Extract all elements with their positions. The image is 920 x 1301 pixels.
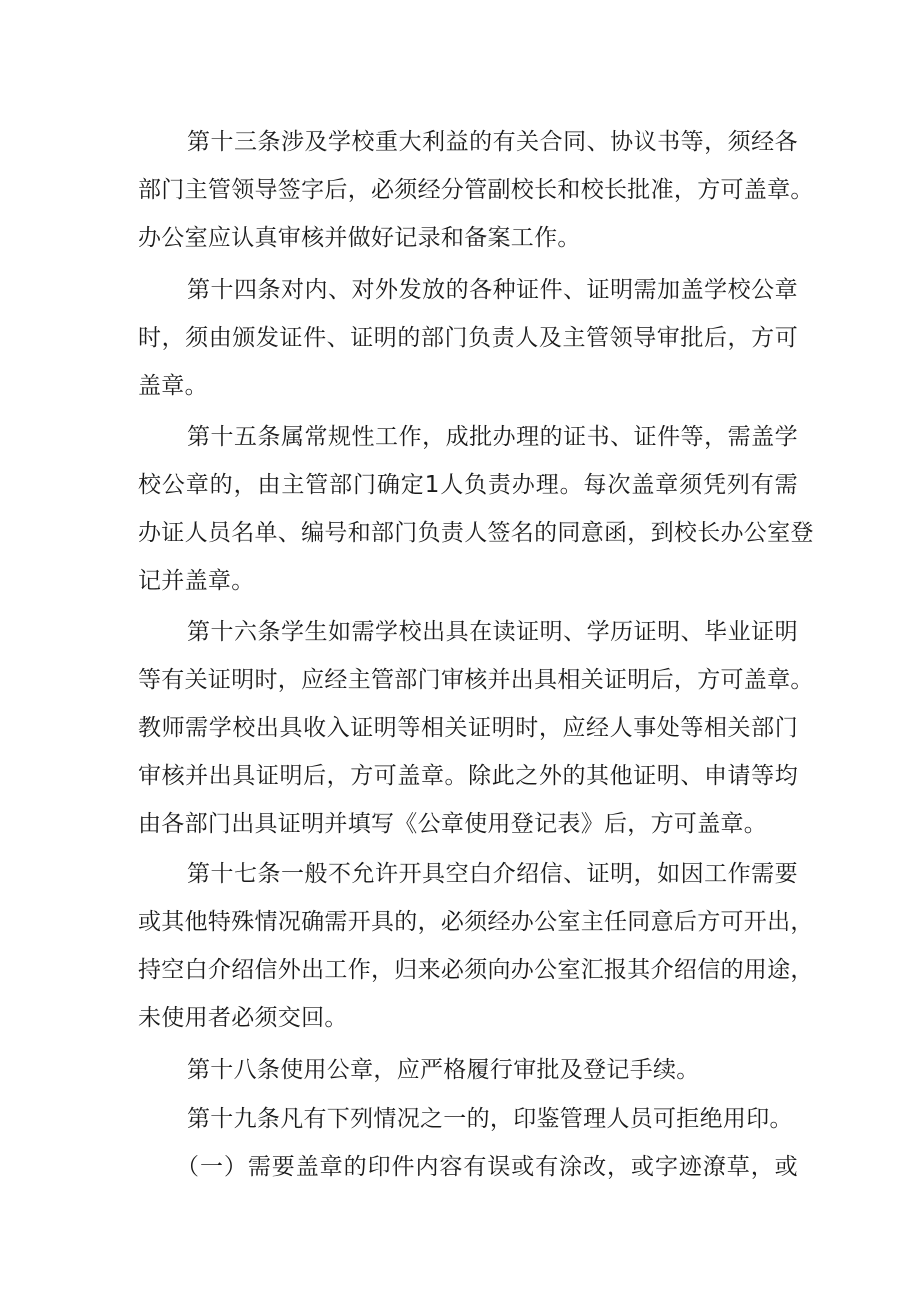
article-14-line-3: 盖章。 — [138, 373, 208, 399]
article-17-line-2: 或其他特殊情况确需开具的，必须经办公室主任同意后方可开出， — [138, 909, 814, 935]
article-14-line-2: 时，须由颁发证件、证明的部门负责人及主管领导审批后，方可 — [138, 325, 798, 351]
article-15-line-2: 校公章的，由主管部门确定1人负责办理。每次盖章须凭列有需 — [138, 472, 798, 498]
article-17-line-4: 未使用者必须交回。 — [138, 1005, 348, 1031]
article-15-line-3: 办证人员名单、编号和部门负责人签名的同意函，到校长办公室登 — [138, 520, 814, 546]
item-1-line-1: （一）需要盖章的印件内容有误或有涂改，或字迹潦草，或 — [176, 1154, 798, 1180]
article-17-line-1: 第十七条一般不允许开具空白介绍信、证明，如因工作需要 — [187, 861, 798, 887]
article-17-line-3: 持空白介绍信外出工作，归来必须向办公室汇报其介绍信的用途， — [138, 957, 814, 983]
article-13-line-1: 第十三条涉及学校重大利益的有关合同、协议书等，须经各 — [187, 129, 798, 155]
article-13-line-2: 部门主管领导签字后，必须经分管副校长和校长批准，方可盖章。 — [138, 177, 814, 203]
article-16-line-2: 等有关证明时，应经主管部门审核并出具相关证明后，方可盖章。 — [138, 667, 814, 693]
article-18-line-1: 第十八条使用公章，应严格履行审批及登记手续。 — [187, 1057, 700, 1083]
article-16-line-5: 由各部门出具证明并填写《公章使用登记表》后，方可盖章。 — [138, 811, 768, 837]
article-19-line-1: 第十九条凡有下列情况之一的，印鉴管理人员可拒绝用印。 — [187, 1106, 793, 1132]
article-16-line-4: 审核并出具证明后，方可盖章。除此之外的其他证明、申请等均 — [138, 763, 798, 789]
article-15-line-1: 第十五条属常规性工作，成批办理的证书、证件等，需盖学 — [187, 424, 798, 450]
article-13-line-3: 办公室应认真审核并做好记录和备案工作。 — [138, 225, 581, 251]
article-15-line-4: 记并盖章。 — [138, 568, 255, 594]
article-14-line-1: 第十四条对内、对外发放的各种证件、证明需加盖学校公章 — [187, 277, 798, 303]
article-16-line-1: 第十六条学生如需学校出具在读证明、学历证明、毕业证明 — [187, 619, 798, 645]
article-16-line-3: 教师需学校出具收入证明等相关证明时，应经人事处等相关部门 — [138, 715, 798, 741]
